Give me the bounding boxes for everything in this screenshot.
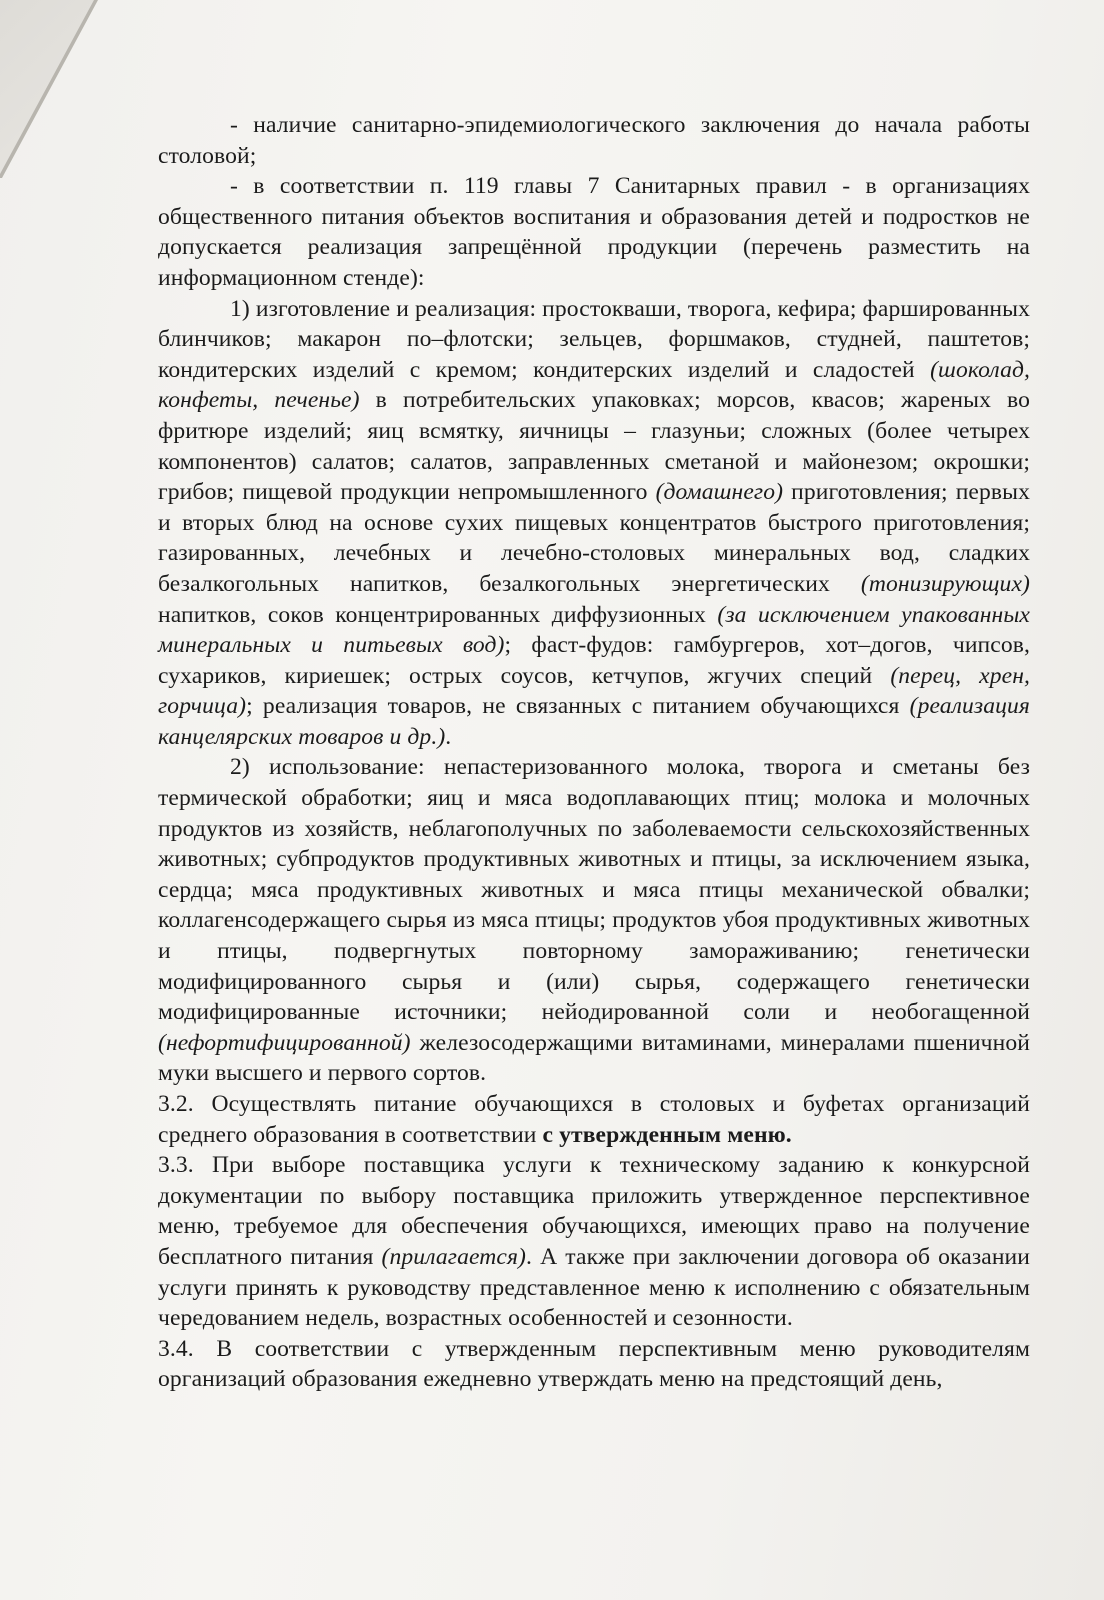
text-run: приготовления; первых и вторых блюд на основе сухих пищевых концентратов быстрого приготовления; газированных, лечебных и лечебно-столовых минеральных вод, сладких безалкогольных напитков, безалкогольных энергетических bbox=[158, 479, 1030, 597]
italic-text: (за исключением упакованных минеральных и питьевых вод) bbox=[158, 601, 1031, 659]
text-run: 3.3. При выборе поставщика услуги к техническому заданию к конкурсной документации по выбору поставщика приложить утвержденное перспективное меню, требуемое для обеспечения обучающихся, имеющих право на получение бесплатного питания bbox=[158, 1152, 1030, 1270]
text-run: в потребительских упаковках; морсов, квасов; жареных во фритюре изделий; яиц всмятку, яичницы – глазуньи; сложных (более четырех компонентов) салатов; салатов, заправленных сметаной и майонезом; окрошки; грибов; пищевой продукции непромышленного bbox=[158, 387, 1030, 506]
text-run: . bbox=[445, 723, 452, 750]
text-run: ; фаст-фудов: гамбургеров, хот–догов, чипсов, сухариков, кириешек; острых соусов, кетчупов, жгучих специй bbox=[158, 632, 1030, 689]
text-run: 3.4. В соответствии с утвержденным перспективным меню руководителям организаций образования ежедневно утверждать меню на предстоящий день, bbox=[158, 1335, 1030, 1393]
paragraph bbox=[158, 171, 1030, 293]
italic-text: (прилагается) bbox=[381, 1243, 526, 1270]
italic-text: (перец, хрен, горчица) bbox=[158, 662, 1030, 720]
italic-text: (реализация канцелярских товаров и др.) bbox=[158, 693, 1030, 750]
bold-text: с утвержденным меню. bbox=[542, 1121, 792, 1148]
paragraph bbox=[158, 1150, 1030, 1334]
text-run: - в соответствии п. 119 главы 7 Санитарных правил - в организациях общественного питания объектов воспитания и образования детей и подростков не допускается реализация запрещённой продукции (перечень разместить на информационном стенде): bbox=[158, 173, 1030, 291]
paragraph bbox=[158, 110, 1030, 171]
text-run: 2) использование: непастеризованного молока, творога и сметаны без термической обработки; яиц и мяса водоплавающих птиц; молока и молочных продуктов из хозяйств, неблагополучных по заболеваемости сельскохозяйственных животных; субпродуктов продуктивных животных и птицы, за исключением языка, сердца; мяса продуктивных животных и мяса птицы механической обвалки; коллагенсодержащего сырья из мяса птицы; продуктов убоя продуктивных животных и птицы, подвергнутых повторному замораживанию; генетически модифицированного сырья и (или) сырья, содержащего генетически модифицированные источники; нейодированной соли и необогащенной bbox=[158, 754, 1030, 1026]
text-run: 3.2. Осуществлять питание обучающихся в столовых и буфетах организаций среднего образования в соответствии bbox=[158, 1091, 1030, 1148]
document-text bbox=[158, 110, 1030, 1395]
paragraph bbox=[158, 1334, 1030, 1395]
text-run: - наличие санитарно-эпидемиологического заключения до начала работы столовой; bbox=[158, 112, 1030, 169]
text-run: напитков, соков концентрированных диффузионных bbox=[158, 601, 718, 628]
italic-text: (шоколад, конфеты, печенье) bbox=[158, 356, 1030, 414]
italic-text: (тонизирующих) bbox=[860, 570, 1030, 597]
text-run: . А также при заключении договора об оказании услуги принять к руководству представленное меню к исполнению с обязательным чередованием недель, возрастных особенностей и сезонности. bbox=[158, 1243, 1030, 1332]
paragraph bbox=[158, 294, 1030, 753]
paragraph bbox=[158, 1089, 1030, 1150]
paragraph bbox=[158, 752, 1030, 1089]
italic-text: (нефортифицированной) bbox=[158, 1029, 411, 1056]
text-run: ; реализация товаров, не связанных с питанием обучающихся bbox=[246, 693, 910, 720]
italic-text: (домашнего) bbox=[655, 479, 784, 506]
text-run: 1) изготовление и реализация: простокваши, творога, кефира; фаршированных блинчиков; макарон по–флотски; зельцев, форшмаков, студней, паштетов; кондитерских изделий с кремом; кондитерских изделий и сладостей bbox=[158, 295, 1030, 383]
text-run: железосодержащими витаминами, минералами пшеничной муки высшего и первого сортов. bbox=[158, 1029, 1030, 1087]
